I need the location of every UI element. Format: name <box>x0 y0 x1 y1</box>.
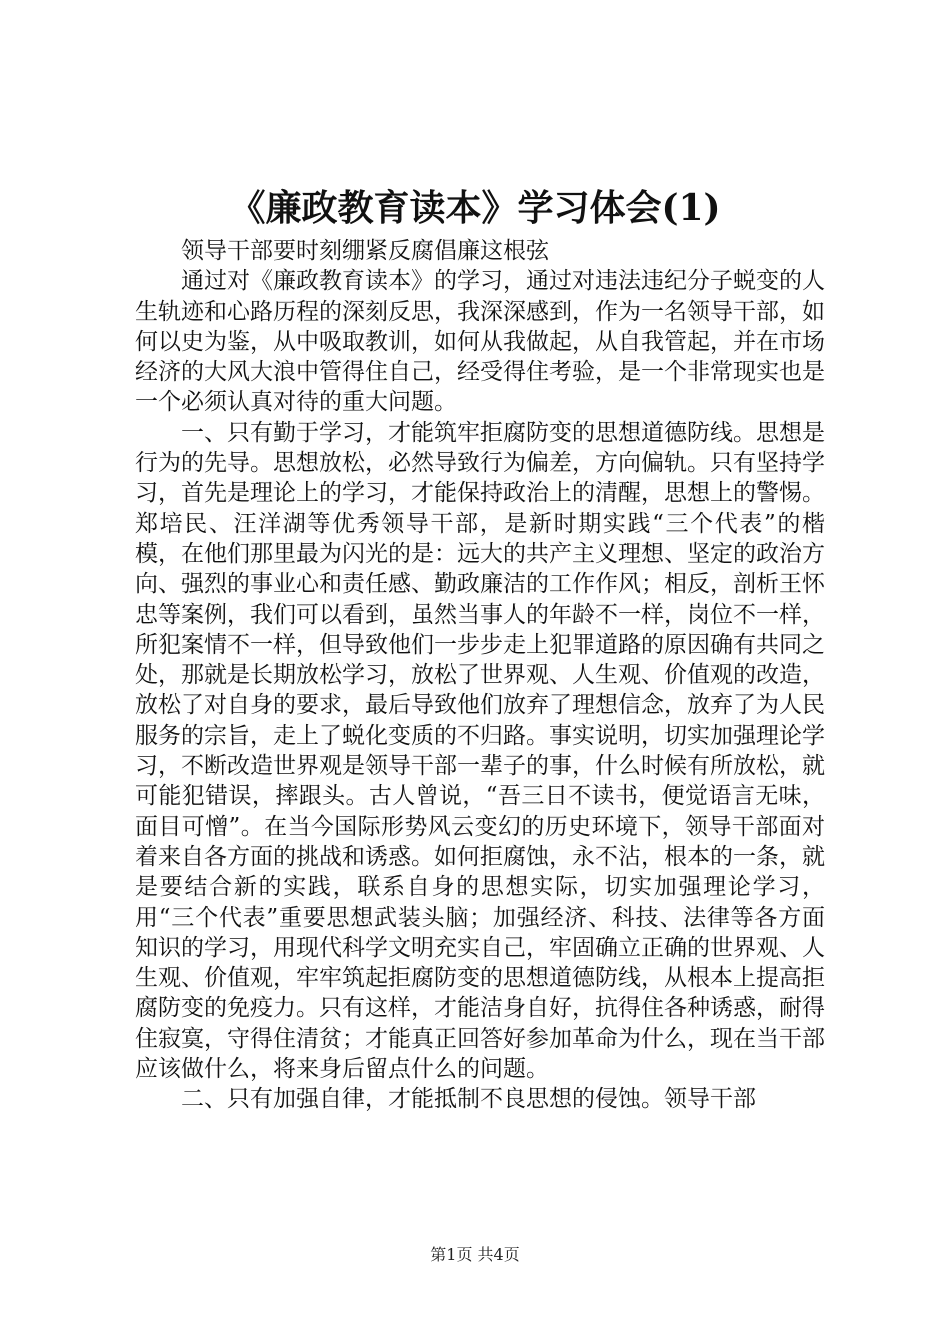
document-subtitle: 领导干部要时刻绷紧反腐倡廉这根弦 <box>181 238 549 264</box>
paragraph-section-1: 一、只有勤于学习，才能筑牢拒腐防变的思想道德防线。思想是行为的先导。思想放松，必然导致行为偏差，方向偏轨。只有坚持学习，首先是理论上的学习，才能保持政治上的清醒，思想上的警惕。郑培民、汪洋湖等优秀领导干部，是新时期实践“三个代表”的楷模，在他们那里最为闪光的是：远大的共产主义理想、坚定的政治方向、强烈的事业心和责任感、勤政廉洁的工作作风；相反，剖析王怀忠等案例，我们可以看到，虽然当事人的年龄不一样，岗位不一样，所犯案情不一样，但导致他们一步步走上犯罪道路的原因确有共同之处，那就是长期放松学习，放松了世界观、人生观、价值观的改造，放松了对自身的要求，最后导致他们放弃了理想信念，放弃了为人民服务的宗旨，走上了蜕化变质的不归路。事实说明，切实加强理论学习，不断改造世界观是领导干部一辈子的事，什么时候有所放松，就可能犯错误，摔跟头。古人曾说，“吾三日不读书，便觉语言无味，面目可憎”。在当今国际形势风云变幻的历史环境下，领导干部面对着来自各方面的挑战和诱惑。如何拒腐蚀，永不沾，根本的一条，就是要结合新的实践，联系自身的思想实际，切实加强理论学习，用“三个代表”重要思想武装头脑；加强经济、科技、法律等各方面知识的学习，用现代科学文明充实自己，牢固确立正确的世界观、人生观、价值观，牢牢筑起拒腐防变的思想道德防线，从根本上提高拒腐防变的免疫力。只有这样，才能洁身自好，抗得住各种诱惑，耐得住寂寞，守得住清贫；才能真正回答好参加革命为什么，现在当干部应该做什么，将来身后留点什么的问题。 <box>135 419 825 1083</box>
paragraph-section-2: 二、只有加强自律，才能抵制不良思想的侵蚀。领导干部 <box>181 1086 756 1113</box>
document-title: 《廉政教育读本》学习体会(1) <box>229 187 721 229</box>
document-body <box>135 236 825 1115</box>
page-number-footer: 第1页 共4页 <box>430 1245 520 1264</box>
paragraph-intro: 通过对《廉政教育读本》的学习，通过对违法违纪分子蜕变的人生轨迹和心路历程的深刻反思，我深深感到，作为一名领导干部，如何以史为鉴，从中吸取教训，如何从我做起，从自我管起，并在市场经济的大风大浪中管得住自己，经受得住考验，是一个非常现实也是一个必须认真对待的重大问题。 <box>135 268 825 416</box>
